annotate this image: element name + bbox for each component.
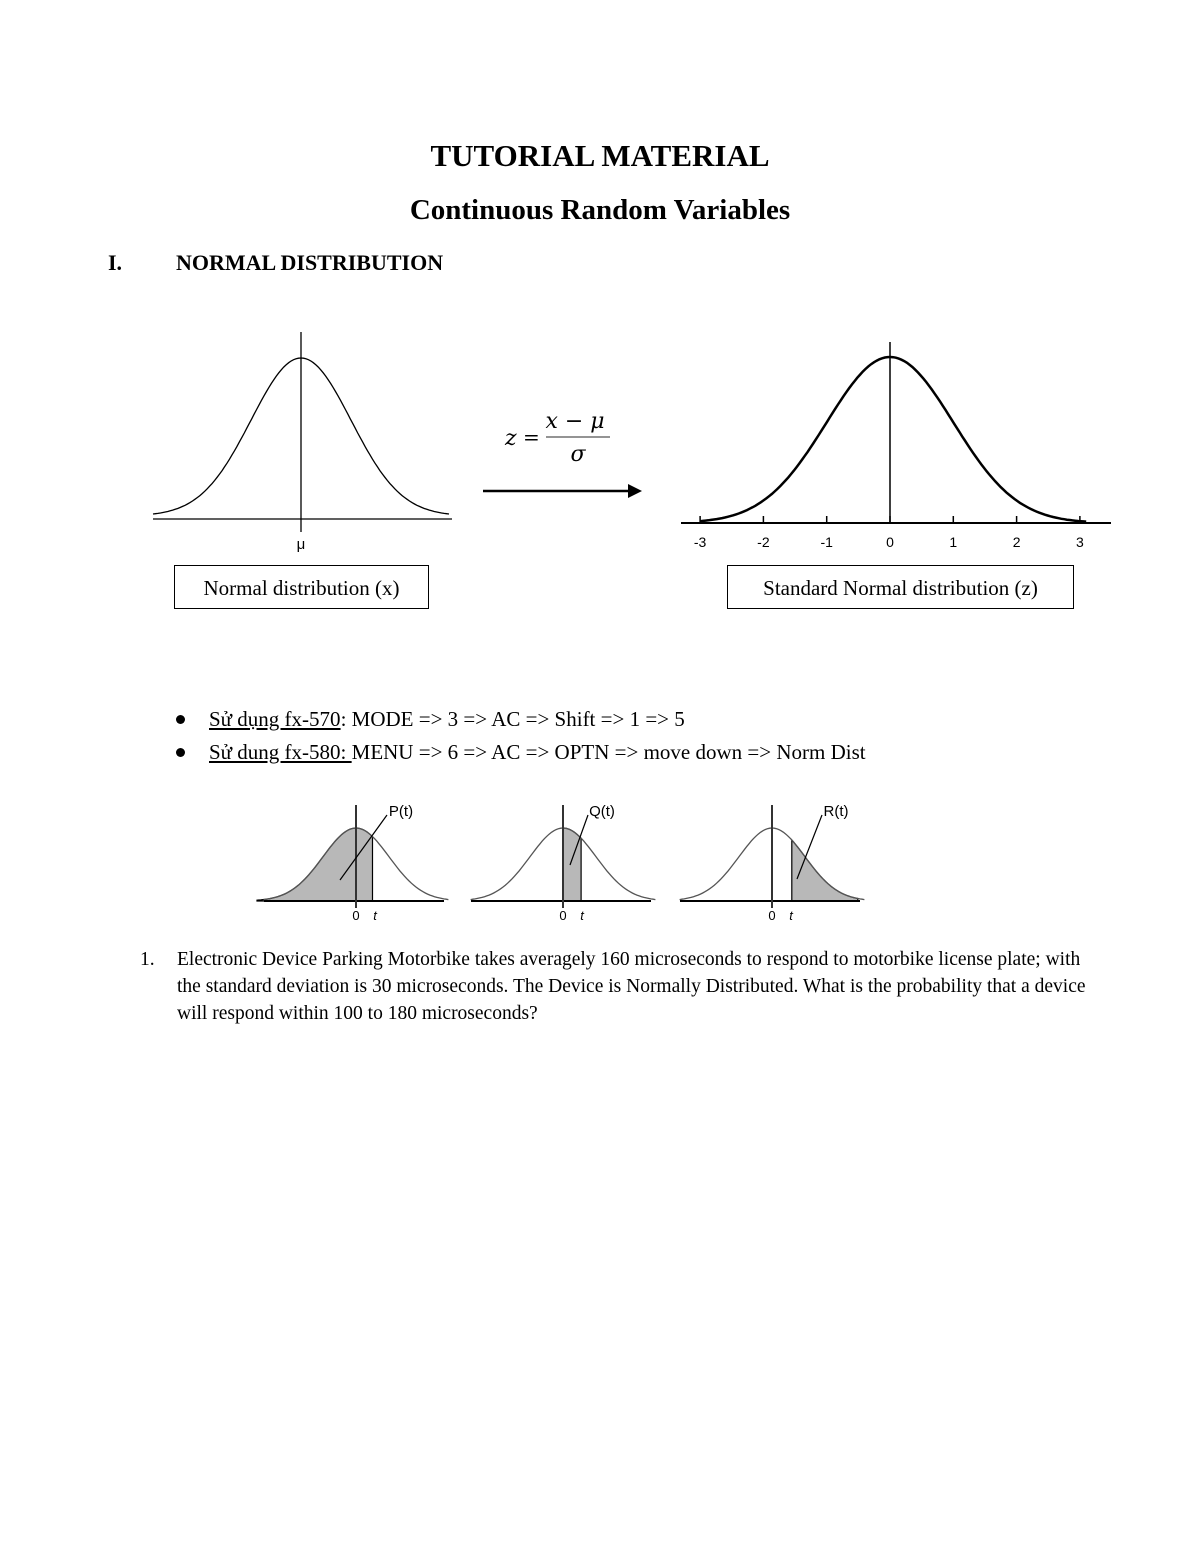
small-t-label: t: [373, 908, 377, 923]
right-tick-label: 0: [886, 534, 894, 550]
small-plot-3: [680, 803, 865, 923]
small-zero-label: 0: [768, 908, 776, 923]
small-t-label: t: [580, 908, 584, 923]
shaded-area: [792, 840, 858, 901]
bullet-fx570: [176, 707, 685, 732]
section-title: NORMAL DISTRIBUTION: [176, 250, 444, 275]
section-number: I.: [108, 250, 123, 275]
formula-denominator: σ: [570, 442, 586, 467]
page-subtitle: Continuous Random Variables: [409, 194, 791, 226]
transform-arrow-head: [628, 484, 642, 498]
fx570-label: Sử dụng fx-570: [209, 707, 341, 731]
small-plot-2: [471, 803, 656, 923]
formula-equals: =: [523, 425, 540, 449]
question-text: Electronic Device Parking Motorbike takes averagely 160 microseconds to respond to motorbike license plate; with the standard deviation is 30 microseconds. The Device is Normally Distributed. What is the probability that a device will respond within 100 to 180 microseconds?: [177, 949, 1086, 1024]
fx580-label: Sử dung fx-580:: [209, 740, 352, 764]
formula-numerator: x − μ: [545, 409, 605, 434]
prt-plots-figure: [0, 795, 1200, 930]
z-formula: [504, 409, 610, 467]
fx570-steps: : MODE => 3 => AC => Shift => 1 => 5: [340, 707, 685, 731]
right-tick-label: -1: [820, 534, 833, 550]
right-tick-label: -2: [757, 534, 770, 550]
right-standard-normal-curve: [700, 357, 1086, 522]
fx580-steps: MENU => 6 => AC => OPTN => move down => Norm Dist: [351, 740, 866, 764]
shaded-area: [563, 828, 581, 901]
left-mean-label: μ: [296, 536, 306, 553]
normal-distribution-caption: Normal distribution (x): [174, 565, 429, 609]
bullet-dot: [176, 748, 185, 757]
formula-lhs: z: [505, 426, 517, 451]
page-title: TUTORIAL MATERIAL: [430, 138, 770, 173]
small-plot-label: P(t): [388, 803, 414, 820]
right-tick-label: 2: [1012, 534, 1021, 550]
standard-normal-caption: Standard Normal distribution (z): [727, 565, 1074, 609]
bullet-dot: [176, 715, 185, 724]
normal-transform-figure: [0, 320, 1200, 560]
question-number: 1.: [140, 949, 155, 970]
right-tick-group: [694, 516, 1084, 550]
small-plot-label: R(t): [823, 803, 849, 820]
right-tick-label: 1: [949, 534, 958, 550]
right-tick-label: -3: [693, 534, 707, 550]
small-zero-label: 0: [559, 908, 567, 923]
small-plot-label: Q(t): [589, 803, 615, 820]
right-tick-label: 3: [1076, 534, 1084, 550]
small-t-label: t: [789, 908, 793, 923]
bullet-fx580: [176, 740, 866, 765]
small-zero-label: 0: [352, 908, 360, 923]
small-plot-1: [257, 803, 448, 923]
